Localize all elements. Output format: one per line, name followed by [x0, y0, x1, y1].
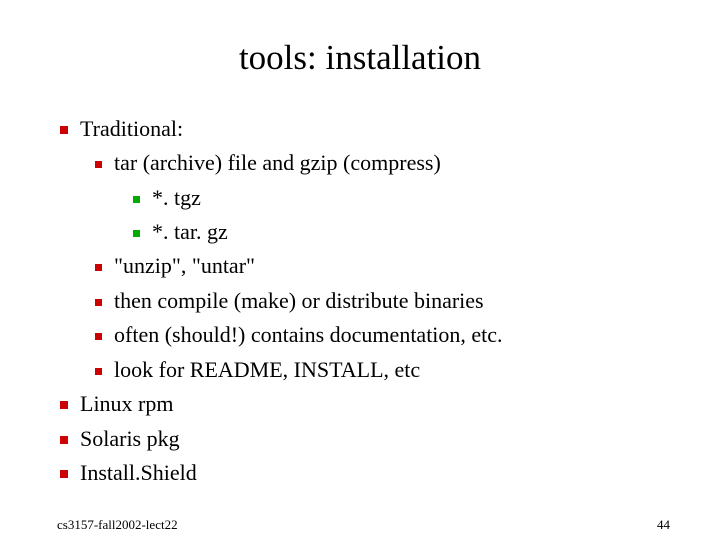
- bullet-item: [60, 460, 197, 486]
- square-bullet-icon: [95, 333, 102, 340]
- square-bullet-icon: [95, 368, 102, 375]
- bullet-text: *. tar. gz: [152, 219, 228, 244]
- square-bullet-icon: [95, 161, 102, 168]
- bullet-text: Solaris pkg: [80, 426, 180, 451]
- bullet-text: tar (archive) file and gzip (compress): [114, 150, 441, 175]
- slide-title: tools: installation: [238, 38, 482, 77]
- bullet-text: then compile (make) or distribute binaries: [114, 288, 484, 313]
- square-bullet-icon: [95, 299, 102, 306]
- square-bullet-icon: [60, 470, 68, 478]
- bullet-text: Install.Shield: [80, 460, 197, 485]
- bullet-text: *. tgz: [152, 185, 201, 210]
- bullet-text: "unzip", "untar": [114, 253, 256, 278]
- square-bullet-icon: [133, 196, 140, 203]
- bullet-item: [60, 116, 183, 142]
- bullet-item: [60, 426, 180, 452]
- bullet-text: Linux rpm: [80, 391, 174, 416]
- bullet-item: [95, 253, 255, 279]
- square-bullet-icon: [133, 230, 140, 237]
- bullet-item: [60, 391, 174, 417]
- square-bullet-icon: [95, 264, 102, 271]
- bullet-text: look for README, INSTALL, etc: [114, 357, 421, 382]
- bullet-item: [95, 357, 420, 383]
- page-number: 44: [657, 517, 670, 532]
- bullet-item: [133, 185, 201, 211]
- bullet-text: often (should!) contains documentation, etc.: [114, 322, 503, 347]
- bullet-item: [133, 219, 228, 245]
- bullet-item: [95, 150, 441, 176]
- square-bullet-icon: [60, 401, 68, 409]
- bullet-item: [95, 322, 503, 348]
- square-bullet-icon: [60, 126, 68, 134]
- bullet-item: [95, 288, 484, 314]
- footer-course-label: cs3157-fall2002-lect22: [57, 517, 178, 532]
- square-bullet-icon: [60, 436, 68, 444]
- bullet-text: Traditional:: [80, 116, 184, 141]
